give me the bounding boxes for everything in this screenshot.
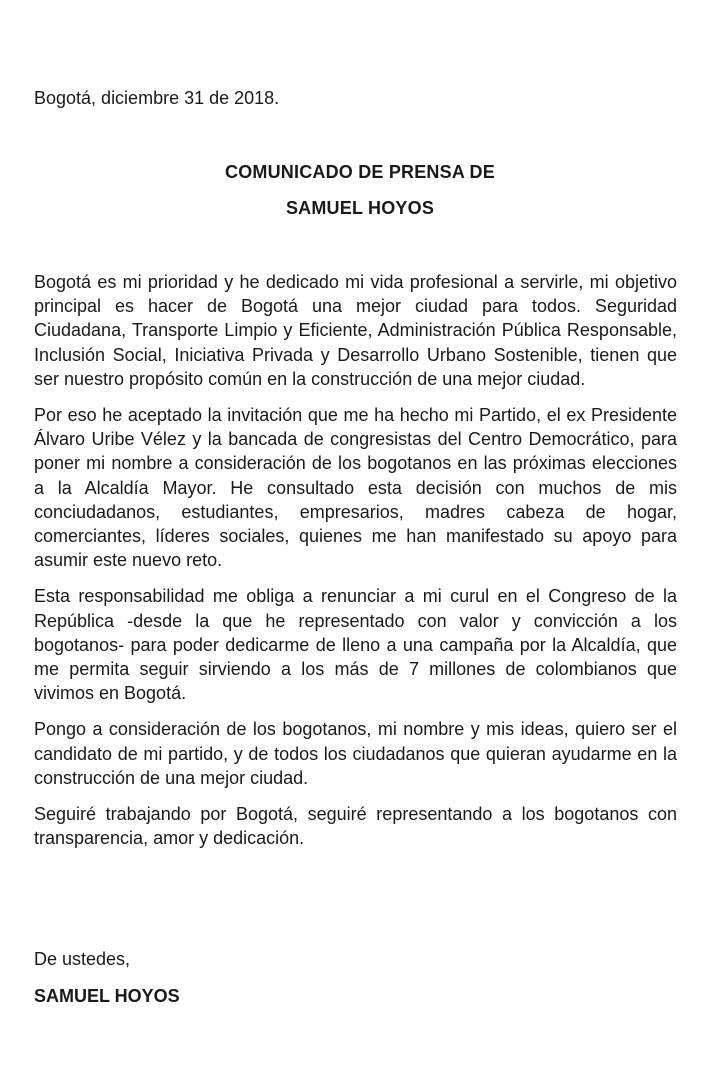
paragraph-2: Por eso he aceptado la invitación que me ha hecho mi Partido, el ex Presidente Álvaro Uribe Vélez y la bancada de congresistas del Centro Democrático, para poner mi nombre a consideración de los bogotanos en las próximas elecciones a la Alcaldía Mayor. He consultado esta decisión con muchos de mis conciudadanos, estudiantes, empresarios, madres cabeza de hogar, comerciantes, líderes sociales, quienes me han manifestado su apoyo para asumir este nuevo reto. bbox=[34, 405, 677, 571]
paragraph-5: Seguiré trabajando por Bogotá, seguiré representando a los bogotanos con transparencia, amor y dedicación. bbox=[34, 804, 677, 849]
title-line-1: COMUNICADO DE PRENSA DE bbox=[225, 162, 495, 182]
body-text bbox=[34, 270, 677, 862]
paragraph-1: Bogotá es mi prioridad y he dedicado mi vida profesional a servirle, mi objetivo principal es hacer de Bogotá una mejor ciudad para todos. Seguridad Ciudadana, Transporte Limpio y Eficiente, Administración Pública Responsable, Inclusión Social, Iniciativa Privada y Desarrollo Urbano Sostenible, tienen que ser nuestro propósito común en la construcción de una mejor ciudad. bbox=[34, 272, 677, 389]
signature-name: SAMUEL HOYOS bbox=[34, 986, 180, 1006]
date-line: Bogotá, diciembre 31 de 2018. bbox=[34, 88, 280, 108]
paragraph-3: Esta responsabilidad me obliga a renunciar a mi curul en el Congreso de la República -desde la que he representado con valor y convicción a los bogotanos- para poder dedicarme de lleno a una campaña por la Alcaldía, que me permita seguir sirviendo a los más de 7 millones de colombianos que vivimos en Bogotá. bbox=[34, 586, 677, 704]
title-line-2: SAMUEL HOYOS bbox=[285, 198, 435, 218]
closing-line: De ustedes, bbox=[34, 949, 131, 969]
paragraph-4: Pongo a consideración de los bogotanos, mi nombre y mis ideas, quiero ser el candidato de mi partido, y de todos los ciudadanos que quieran ayudarme en la construcción de una mejor ciudad. bbox=[34, 719, 677, 788]
